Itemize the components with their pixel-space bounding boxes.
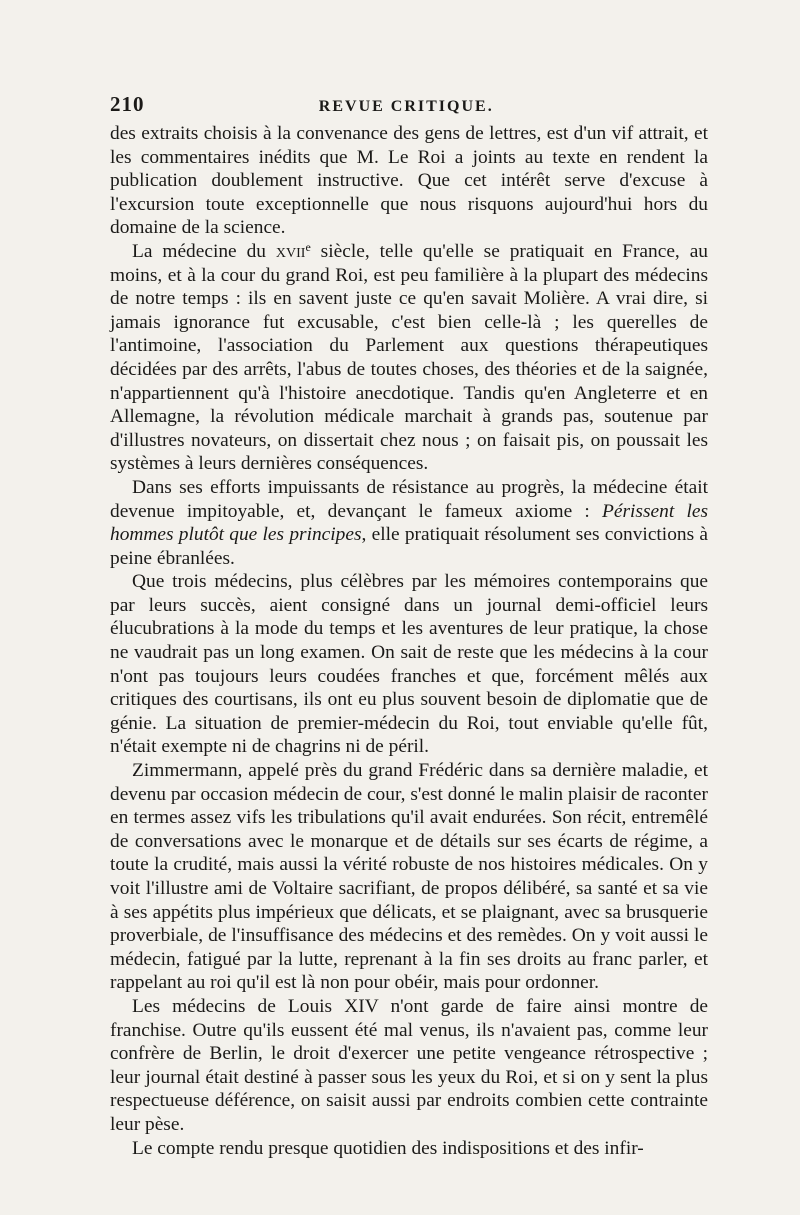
running-header bbox=[110, 92, 708, 120]
paragraph-continuation: des extraits choisis à la convenance des gens de lettres, est d'un vif attrait, et les commentaires inédits que M. Le Roi a joints au texte en rendent la publication doublement instructive. Que cet intérêt serve d'excuse à l'excursion toute exceptionnelle que nous risquons aujourd'hui hors du domaine de la science. bbox=[110, 123, 708, 239]
paragraph-louis-xiv: Les médecins de Louis XIV n'ont garde de faire ainsi montre de franchise. Outre qu'ils eussent été mal venus, ils n'avaient pas, comme leur confrère de Berlin, le droit d'exercer une petite vengeance rétrospective ; leur journal était destiné à passer sous les yeux du Roi, et si on y sent la plus respectueuse déférence, on saisit aussi par endroits combien cette contrainte leur pèse. bbox=[110, 995, 708, 1135]
text-fragment: , elle pratiquait résolument ses convictions à peine ébranlées. bbox=[110, 524, 708, 569]
page-number: 210 bbox=[110, 92, 145, 116]
paragraph-compte-rendu: Le compte rendu presque quotidien des indispositions et des infir- bbox=[132, 1137, 644, 1159]
century-superscript: e bbox=[305, 239, 311, 254]
text-fragment: siècle, telle qu'elle se pratiquait en France, au moins, et à la cour du grand Roi, est peu familière à la plupart des médecins de notre temps : ils en savent juste ce qu'en savait Molière. A vrai dire, si jamais ignorance fut excusable, c'est bien celle-là ; les querelles de l'antimoine, l'association du Parlement aux questions thérapeutiques décidées par des arrêts, l'abus de toutes choses, des théories et de la saignée, n'appartiennent qu'à l'histoire anecdotique. Tandis qu'en Angleterre et en Allemagne, la révolution médicale marchait à grands pas, soutenue par d'illustres novateurs, on dissertait chez nous ; on faisait pis, on poussait les systèmes à leurs dernières conséquences. bbox=[110, 240, 709, 475]
paragraph-resistance bbox=[110, 476, 708, 570]
paragraph-zimmermann: Zimmermann, appelé près du grand Frédéric dans sa dernière maladie, et devenu par occasion médecin de cour, s'est donné le malin plaisir de raconter en termes assez vifs les tribulations qu'il avait endurées. Son récit, entremêlé de conversations avec le monarque et de détails sur ses écarts de régime, a toute la crudité, mais aussi la vérité robuste de nos histoires médicales. On y voit l'illustre ami de Voltaire sacrifiant, de propos délibéré, sa santé et sa vie à ses appétits plus impérieux que délicats, et se plaignant, avec sa brusquerie proverbiale, de l'insuffisance des médecins et des remèdes. On y voit aussi le médecin, fatigué par la lutte, reprenant à la fin ses droits au franc parler, et rappelant au roi qu'il est là non pour obéir, mais pour ordonner. bbox=[110, 760, 708, 994]
running-title: REVUE CRITIQUE. bbox=[318, 98, 494, 115]
text-fragment: Dans ses efforts impuissants de résistance au progrès, la médecine était devenue impitoyable, et, devançant le fameux axiome : bbox=[110, 476, 708, 522]
paragraph-medicine-17th-century bbox=[110, 240, 708, 476]
century-numeral: xvii bbox=[275, 240, 306, 262]
text-fragment: La médecine du bbox=[132, 240, 276, 262]
body-text bbox=[110, 122, 708, 1160]
italic-axiom: Périssent les hommes plutôt que les principes bbox=[110, 500, 708, 546]
paragraph-three-physicians: Que trois médecins, plus célèbres par les mémoires contemporains que par leurs succès, aient consigné dans un journal demi-officiel leurs élucubrations à la mode du temps et les aventures de leur pratique, la chose ne vaudrait pas un long examen. On sait de reste que les médecins à la cour n'ont pas toujours leurs coudées franches et que, forcément mêlés aux critiques des courtisans, ils ont eu plus souvent besoin de diplomatie que de génie. La situation de premier-médecin du Roi, tout enviable qu'elle fût, n'était exempte ni de chagrins ni de péril. bbox=[110, 571, 708, 758]
